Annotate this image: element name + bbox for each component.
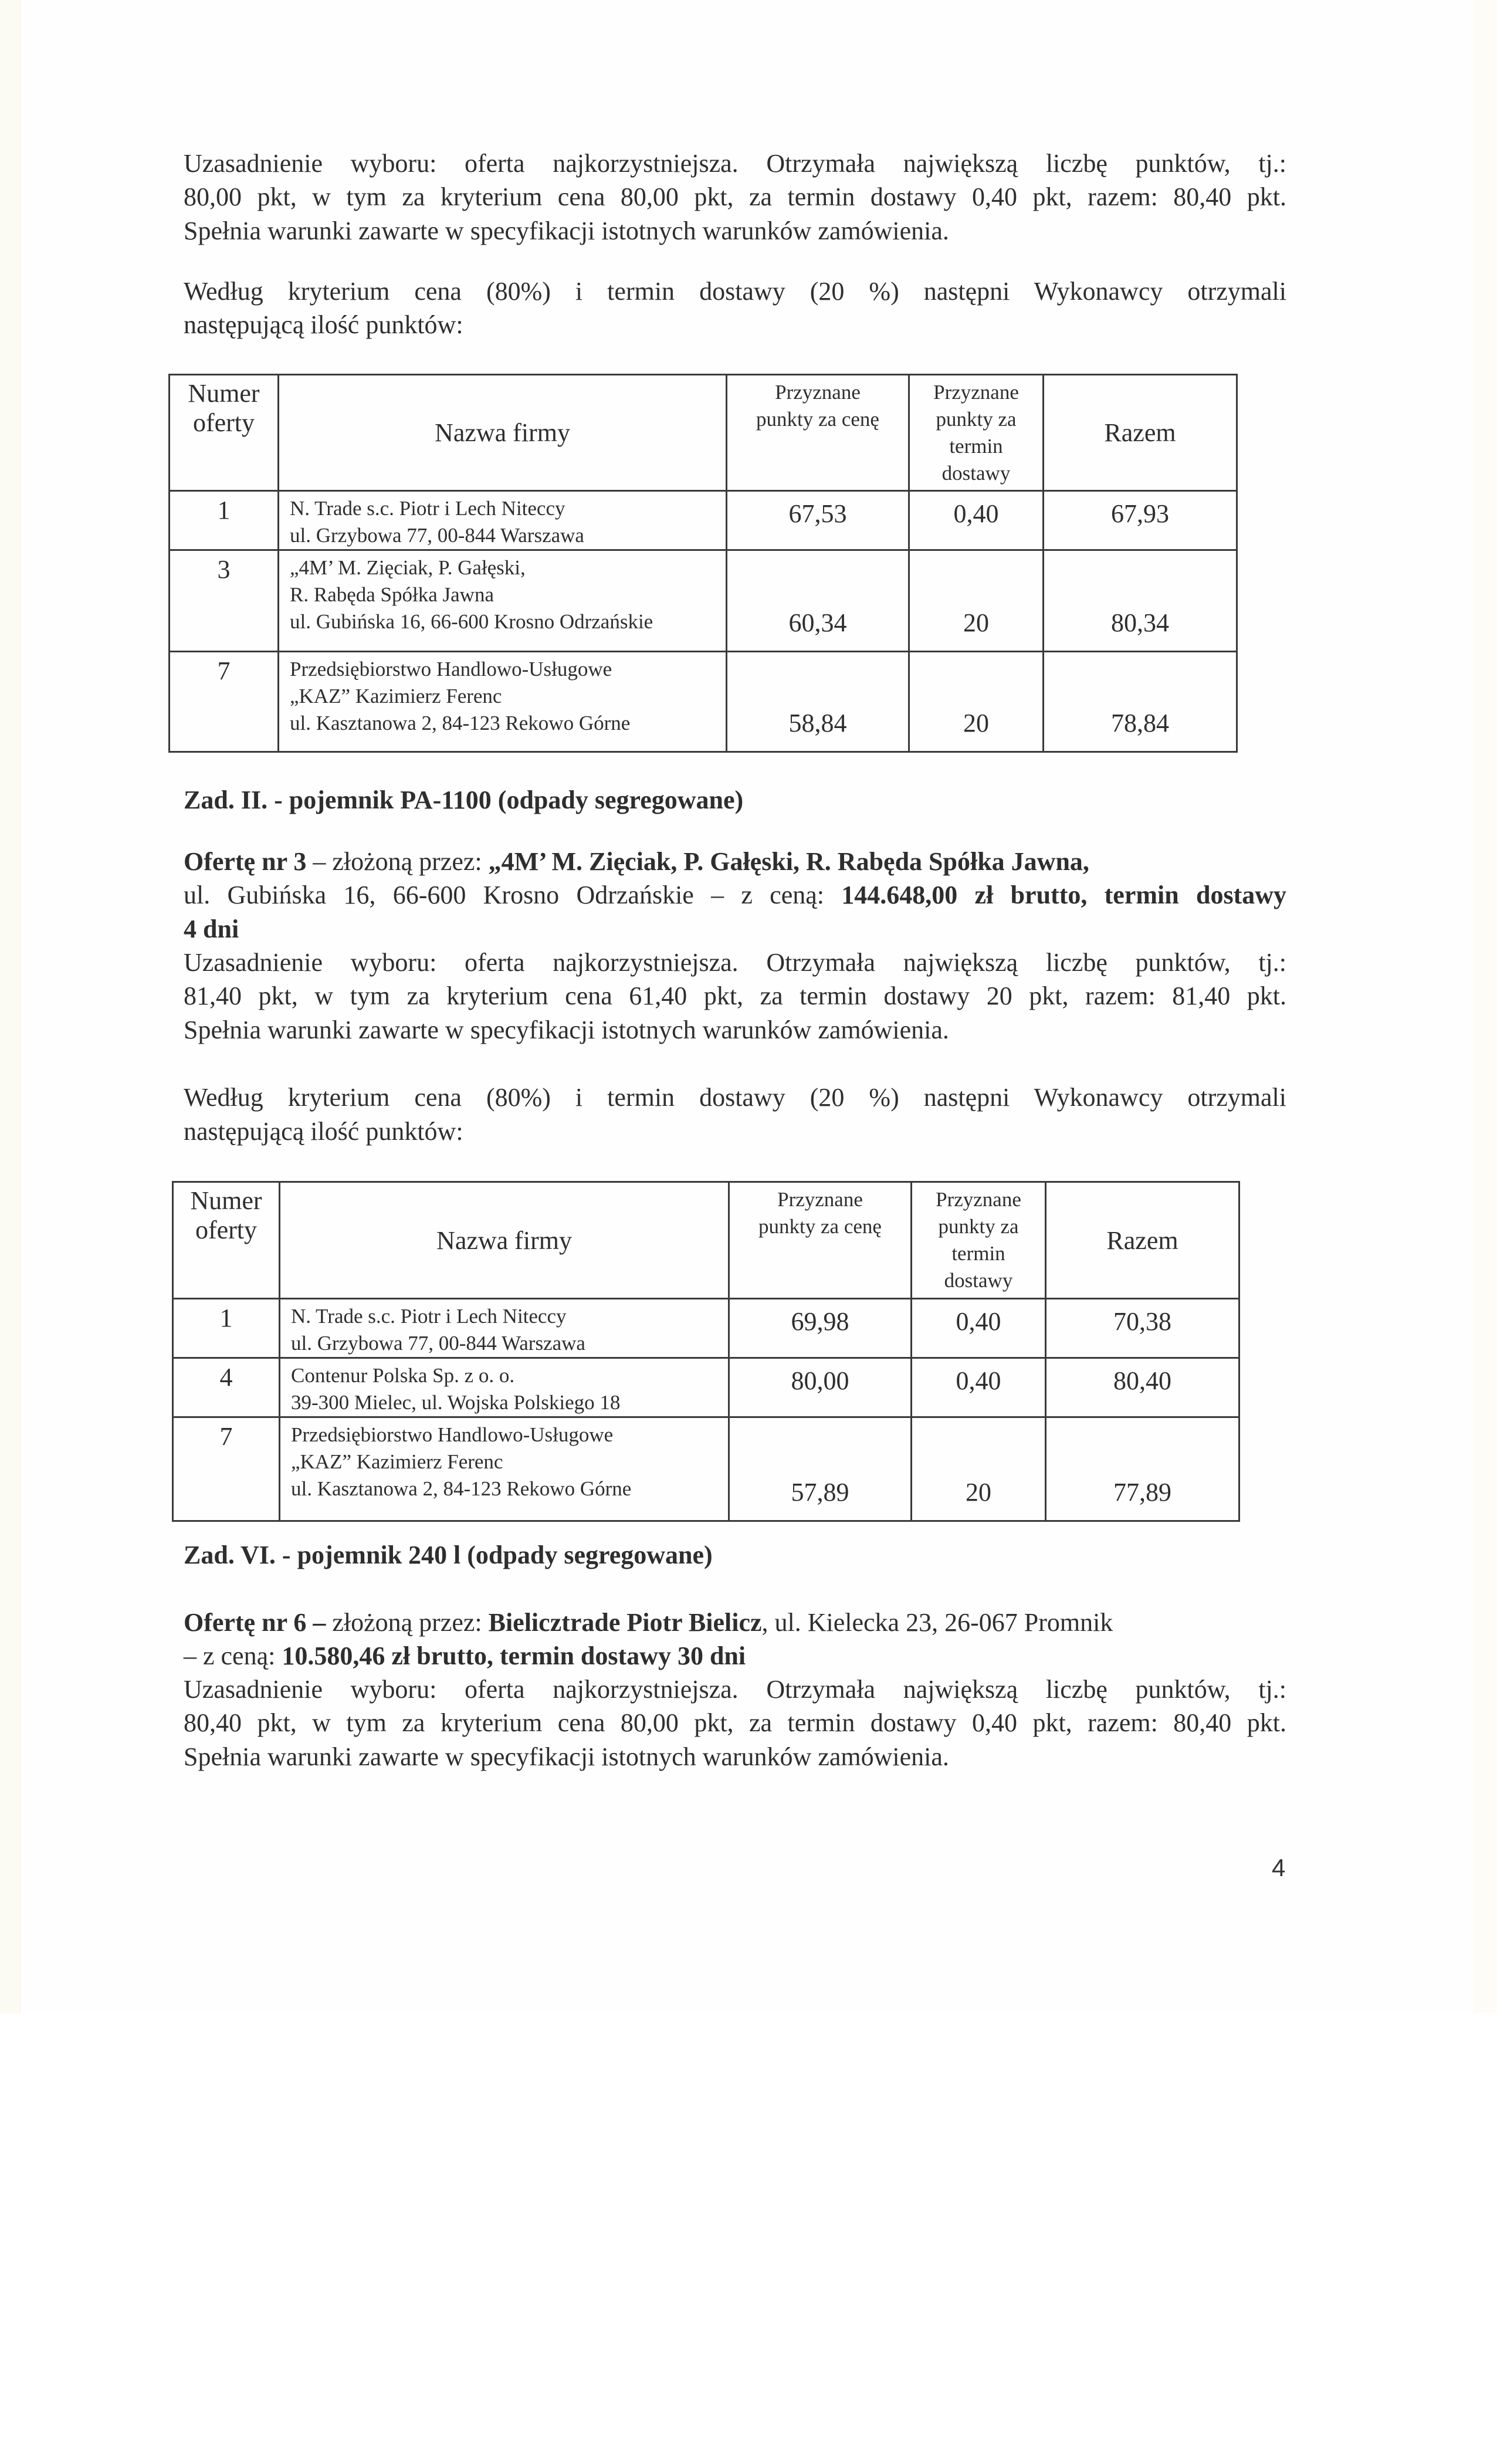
delivery-points: 20 — [909, 652, 1044, 752]
table-row — [170, 652, 1237, 752]
delivery-points: 0,40 — [912, 1299, 1046, 1358]
total-points: 67,93 — [1044, 491, 1237, 550]
offer-number: 3 — [170, 550, 279, 652]
scan-edge-left — [0, 0, 21, 2013]
offer-number: 1 — [173, 1299, 280, 1358]
price-points: 57,89 — [729, 1417, 912, 1521]
total-points: 70,38 — [1046, 1299, 1239, 1358]
intro-justification-line-3: Spełnia warunki zawarte w specyfikacji istotnych warunków zamówienia. — [184, 216, 949, 245]
firm-name: Przedsiębiorstwo Handlowo-Usługowe „KAZ” Kazimierz Ferenc ul. Kasztanowa 2, 84-123 Rekowo Górne — [280, 1417, 729, 1521]
delivery-points: 0,40 — [909, 491, 1044, 550]
delivery-points: 20 — [909, 550, 1044, 652]
scores-table-1 — [168, 374, 1238, 753]
header-numer-oferty: Numer oferty — [170, 375, 279, 491]
zad2-justification-line-1: Uzasadnienie wyboru: oferta najkorzystniejsza. Otrzymała największą liczbę punktów, tj.: — [184, 948, 1286, 977]
firm-name: N. Trade s.c. Piotr i Lech Niteccy ul. Grzybowa 77, 00-844 Warszawa — [279, 491, 727, 550]
delivery-points: 0,40 — [912, 1358, 1046, 1417]
table-row — [173, 1358, 1239, 1417]
total-points: 80,40 — [1046, 1358, 1239, 1417]
price-points: 80,00 — [729, 1358, 912, 1417]
header-punkty-cena: Przyznane punkty za cenę — [729, 1182, 912, 1299]
offer-number: 1 — [170, 491, 279, 550]
header-razem: Razem — [1046, 1182, 1239, 1299]
section-heading-zad-2: Zad. II. - pojemnik PA-1100 (odpady segregowane) — [184, 786, 744, 814]
intro-criteria-line-1: Według kryterium cena (80%) i termin dostawy (20 %) następni Wykonawcy otrzymali — [184, 277, 1286, 306]
header-punkty-termin: Przyznane punkty za termin dostawy — [912, 1182, 1046, 1299]
offer-number: 7 — [173, 1417, 280, 1521]
firm-name: Przedsiębiorstwo Handlowo-Usługowe „KAZ” Kazimierz Ferenc ul. Kasztanowa 2, 84-123 Rekowo Górne — [279, 652, 727, 752]
zad2-offer-line-1: Ofertę nr 3 – złożoną przez: „4M’ M. Zięciak, P. Gałęski, R. Rabęda Spółka Jawna, — [184, 847, 1089, 876]
price-points: 69,98 — [729, 1299, 912, 1358]
table-row — [170, 550, 1237, 652]
zad2-justification-line-3: Spełnia warunki zawarte w specyfikacji istotnych warunków zamówienia. — [184, 1016, 949, 1044]
firm-name: Contenur Polska Sp. z o. o. 39-300 Mielec, ul. Wojska Polskiego 18 — [280, 1358, 729, 1417]
zad2-criteria-line-2: następującą ilość punktów: — [184, 1117, 463, 1146]
zad6-justification-line-3: Spełnia warunki zawarte w specyfikacji istotnych warunków zamówienia. — [184, 1742, 949, 1771]
table-row — [173, 1417, 1239, 1521]
zad6-justification-line-2: 80,40 pkt, w tym za kryterium cena 80,00 pkt, za termin dostawy 0,40 pkt, razem: 80,40 pkt. — [184, 1708, 1286, 1737]
total-points: 80,34 — [1044, 550, 1237, 652]
zad6-offer-line-1: Ofertę nr 6 – złożoną przez: Bielicztrade Piotr Bielicz, ul. Kielecka 23, 26-067 Promnik — [184, 1608, 1113, 1637]
price-points: 67,53 — [727, 491, 909, 550]
header-numer-oferty: Numer oferty — [173, 1182, 280, 1299]
table-row — [173, 1299, 1239, 1358]
offer-number: 7 — [170, 652, 279, 752]
intro-criteria-line-2: następującą ilość punktów: — [184, 310, 463, 339]
zad2-offer-delivery: 4 dni — [184, 915, 239, 943]
scores-table-2 — [172, 1181, 1240, 1522]
header-nazwa-firmy: Nazwa firmy — [280, 1182, 729, 1299]
zad2-criteria-line-1: Według kryterium cena (80%) i termin dostawy (20 %) następni Wykonawcy otrzymali — [184, 1083, 1286, 1112]
header-punkty-termin: Przyznane punkty za termin dostawy — [909, 375, 1044, 491]
zad6-justification-line-1: Uzasadnienie wyboru: oferta najkorzystniejsza. Otrzymała największą liczbę punktów, tj.: — [184, 1675, 1286, 1704]
total-points: 77,89 — [1046, 1417, 1239, 1521]
delivery-points: 20 — [912, 1417, 1046, 1521]
zad6-offer-line-2: – z ceną: 10.580,46 zł brutto, termin dostawy 30 dni — [184, 1641, 746, 1670]
table-header-row — [173, 1182, 1239, 1299]
zad2-justification-line-2: 81,40 pkt, w tym za kryterium cena 61,40 pkt, za termin dostawy 20 pkt, razem: 81,40 pkt. — [184, 981, 1286, 1010]
header-nazwa-firmy: Nazwa firmy — [279, 375, 727, 491]
scan-edge-right — [1474, 0, 1497, 2013]
table-row — [170, 491, 1237, 550]
price-points: 58,84 — [727, 652, 909, 752]
price-points: 60,34 — [727, 550, 909, 652]
intro-justification-line-2: 80,00 pkt, w tym za kryterium cena 80,00 pkt, za termin dostawy 0,40 pkt, razem: 80,40 pkt. — [184, 182, 1286, 211]
zad2-offer-line-2: ul. Gubińska 16, 66-600 Krosno Odrzańskie – z ceną: 144.648,00 zł brutto, termin dostawy — [184, 881, 1286, 909]
intro-justification-line-1: Uzasadnienie wyboru: oferta najkorzystniejsza. Otrzymała największą liczbę punktów, tj.: — [184, 149, 1286, 178]
page-number: 4 — [1272, 1854, 1286, 1881]
table-header-row — [170, 375, 1237, 491]
header-razem: Razem — [1044, 375, 1237, 491]
section-heading-zad-6: Zad. VI. - pojemnik 240 l (odpady segregowane) — [184, 1541, 713, 1569]
firm-name: „4M’ M. Zięciak, P. Gałęski, R. Rabęda Spółka Jawna ul. Gubińska 16, 66-600 Krosno Odrzańskie — [279, 550, 727, 652]
firm-name: N. Trade s.c. Piotr i Lech Niteccy ul. Grzybowa 77, 00-844 Warszawa — [280, 1299, 729, 1358]
offer-number: 4 — [173, 1358, 280, 1417]
header-punkty-cena: Przyznane punkty za cenę — [727, 375, 909, 491]
total-points: 78,84 — [1044, 652, 1237, 752]
